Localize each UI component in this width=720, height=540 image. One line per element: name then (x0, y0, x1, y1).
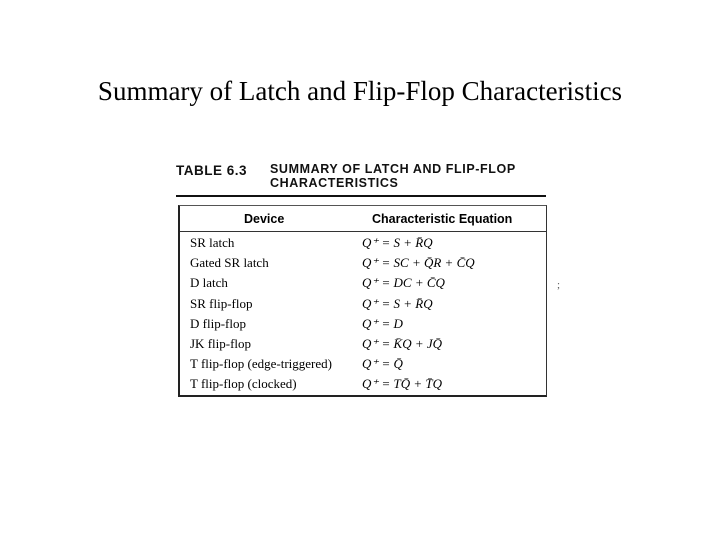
header-divider (180, 231, 546, 232)
device-cell: SR flip-flop (190, 295, 253, 311)
table-row (180, 375, 546, 395)
summary-table (178, 205, 547, 397)
device-cell: JK flip-flop (190, 335, 252, 351)
stray-mark: ; (557, 279, 561, 291)
table-number: TABLE 6.3 (176, 163, 248, 178)
caption-line-2: CHARACTERISTICS (270, 176, 399, 190)
table-caption-text (270, 162, 560, 190)
device-cell: Gated SR latch (190, 255, 269, 271)
device-cell: T flip-flop (clocked) (190, 376, 297, 392)
equation-cell: Q⁺ = D (362, 315, 403, 331)
table-row (180, 234, 546, 254)
equation-cell: Q⁺ = S + R̄Q (362, 235, 433, 250)
device-cell: T flip-flop (edge-triggered) (190, 356, 332, 372)
equation-cell: Q⁺ = TQ̄ + T̄Q (362, 376, 443, 392)
table-row (180, 335, 546, 355)
table-row (180, 295, 546, 315)
caption-divider (176, 195, 546, 197)
header-device: Device (244, 212, 285, 226)
table-body (180, 234, 546, 396)
caption-line-1: SUMMARY OF LATCH AND FLIP-FLOP (270, 162, 516, 176)
table-row (180, 355, 546, 375)
device-cell: D flip-flop (190, 315, 246, 331)
equation-cell: Q⁺ = DC + C̄Q (362, 275, 445, 291)
device-cell: SR latch (190, 235, 235, 250)
equation-cell: Q⁺ = Q̄ (362, 356, 403, 372)
table-row (180, 274, 546, 294)
equation-cell: Q⁺ = K̄Q + JQ̄ (362, 335, 443, 351)
equation-cell: Q⁺ = SC + Q̄R + C̄Q (362, 255, 475, 271)
device-cell: D latch (190, 275, 228, 291)
header-equation: Characteristic Equation (372, 212, 513, 226)
table-row (180, 254, 546, 274)
table-row (180, 315, 546, 335)
equation-cell: Q⁺ = S + R̄Q (362, 295, 433, 311)
slide-title: Summary of Latch and Flip-Flop Characteristics (97, 76, 623, 106)
